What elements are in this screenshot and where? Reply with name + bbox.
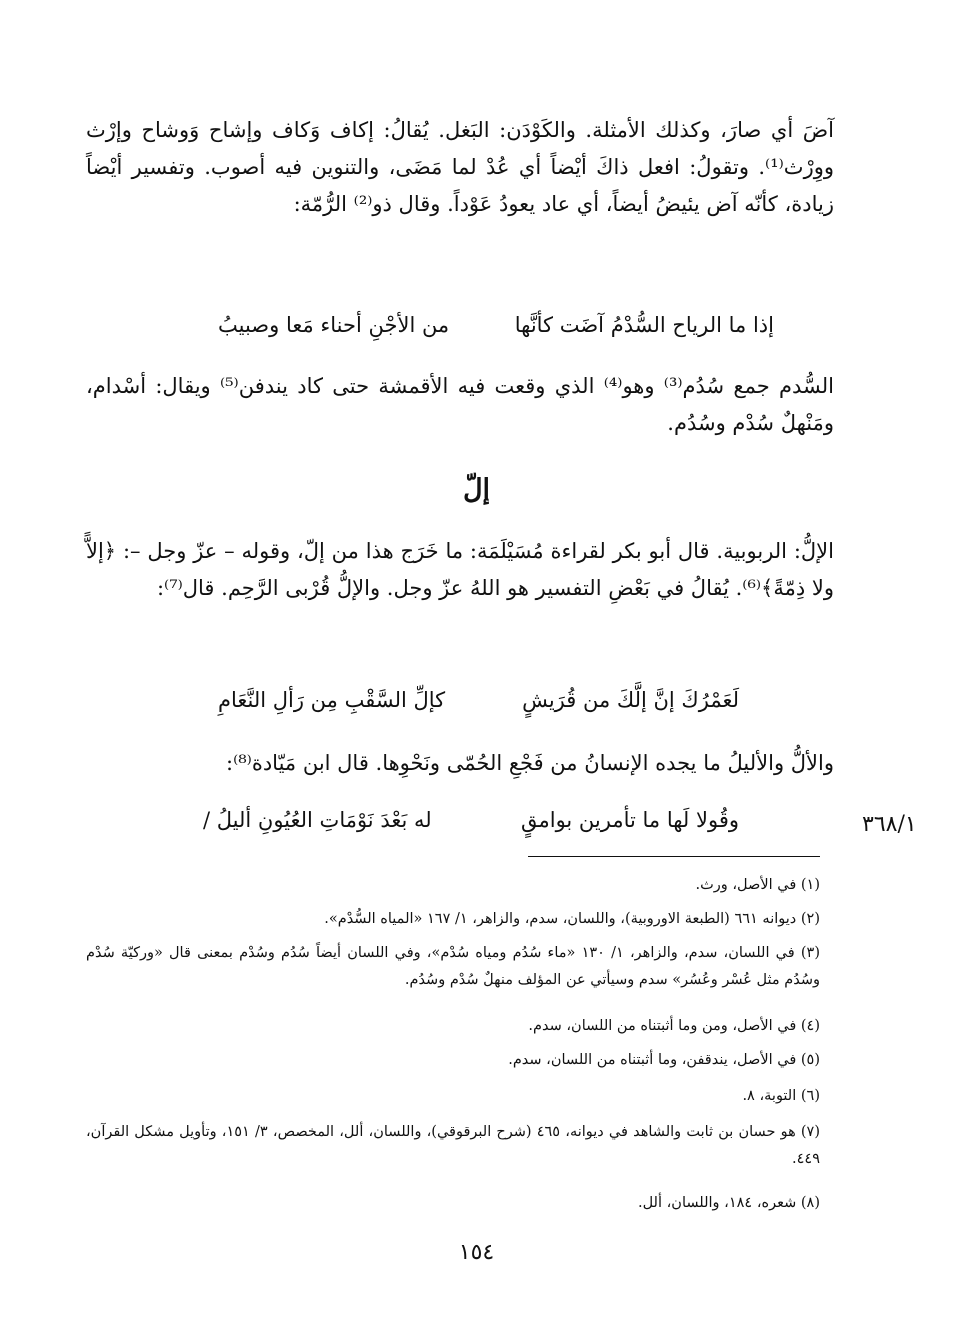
paragraph-1: آضَ أي صارَ، وكذلك الأمثلة. والكَوْدَن: البَغل. يُقالُ: إكاف وَكاف وإشاح وَوشاح وإرْث ووِرْث⁽¹⁾. وتقولُ: افعل ذاكَ أيْضاً أي عُدْ لما مَضَى، والتنوين فيه أصوب. وتفسير أيْضاً زيادة، كأنّه آض يئيضُ أيضاً، أي عاد يعودُ عَوْداً. وقال ذو⁽²⁾ الرُّمّة: [86,118,834,216]
footnote-6: (٦) التوبة، ٨. [742,1088,820,1104]
section-heading: إلّ [462,474,491,505]
verse-3-first-hemistich: وقُولا لَها ما تأمرين بوامقٍ [520,808,739,832]
verse-2-first-hemistich: لَعَمْرُكَ إنَّ إلَّكَ من قُرَيشٍ [522,688,739,712]
paragraph-2: السُّدم جمع سُدُم⁽³⁾ وهو⁽⁴⁾ الذي وقعت فيه الأقمشة حتى كاد يندفن⁽⁵⁾ ويقال: أسْدام، ومَنْهلٌ سُدْم وسُدُم. [86,374,835,435]
page-number: ١٥٤ [458,1240,495,1265]
footnote-5: (٥) في الأصل، يندقفن، وما أثبتناه من اللسان، سدم. [508,1052,820,1068]
verse-3-second-hemistich: له بَعْدَ نَوْمَاتِ العُيُونِ أليلُ / [203,808,432,832]
verse-2-second-hemistich: كإلِّ السَّقْبِ مِن رَألِ النَّعَامِ [218,688,446,712]
footnote-divider [528,856,820,857]
verse-1-second-hemistich: من الأجْنِ أحناء مَعا وصبيبُ [218,313,450,337]
footnote-7: (٧) هو حسان بن ثابت والشاهد في ديوانه، ٤٦٥ (شرح البرقوقي)، واللسان، ألل، المخصص، ٣/ ١٥١، وتأويل مشكل القرآن، ٤٤٩. [86,1124,821,1167]
margin-page-reference: ٣٦٨/١ [862,812,917,837]
paragraph-4: والألُّ والأليلُ ما يجده الإنسانُ من فَجْعِ الحُمّى ونَحْوِها. قال ابن مَيّادة⁽⁸⁾: [226,751,834,775]
footnote-3: (٣) في اللسان، سدم، والزاهر، ١/ ١٣٠ «ماء سُدُم ومياه سُدْم»، وفي اللسان أيضاً سُدُم وسُدْم بمعنى قال «وركيّة سُدْم وسُدُم مثل عُسْر وعُسُر» سدم وسيأتي عن المؤلف منهلٌ سُدْم وسُدُم. [86,945,820,988]
footnote-2: (٢) ديوانه ٦٦١ (الطبعة الاوروبية)، واللسان، سدم، والزاهر، ١/ ١٦٧ «المياه السُّدْم». [324,911,820,927]
footnote-4: (٤) في الأصل، ومن وما أثبتناه من اللسان، سدم. [528,1018,820,1034]
verse-1-first-hemistich: إذا ما الرياح السُّدْمُ آضَت كأنَّها [514,313,774,337]
footnote-8: (٨) شعره، ١٨٤، واللسان، ألل. [637,1195,820,1211]
footnote-1: (١) في الأصل، ورث. [695,877,820,893]
paragraph-3: الإلُّ: الربوبية. قال أبو بكر لقراءة مُسَيْلَمَة: ما خَرَج هذا من إلّ، وقوله – عزّ وجل –: ﴿إلاًّ ولا ذِمّةً﴾⁽⁶⁾. يُقالُ في بَعْضِ التفسير هو اللهُ عزّ وجل. والإلُّ قُرْبى الرَّحِم. قال⁽⁷⁾: [86,539,834,600]
